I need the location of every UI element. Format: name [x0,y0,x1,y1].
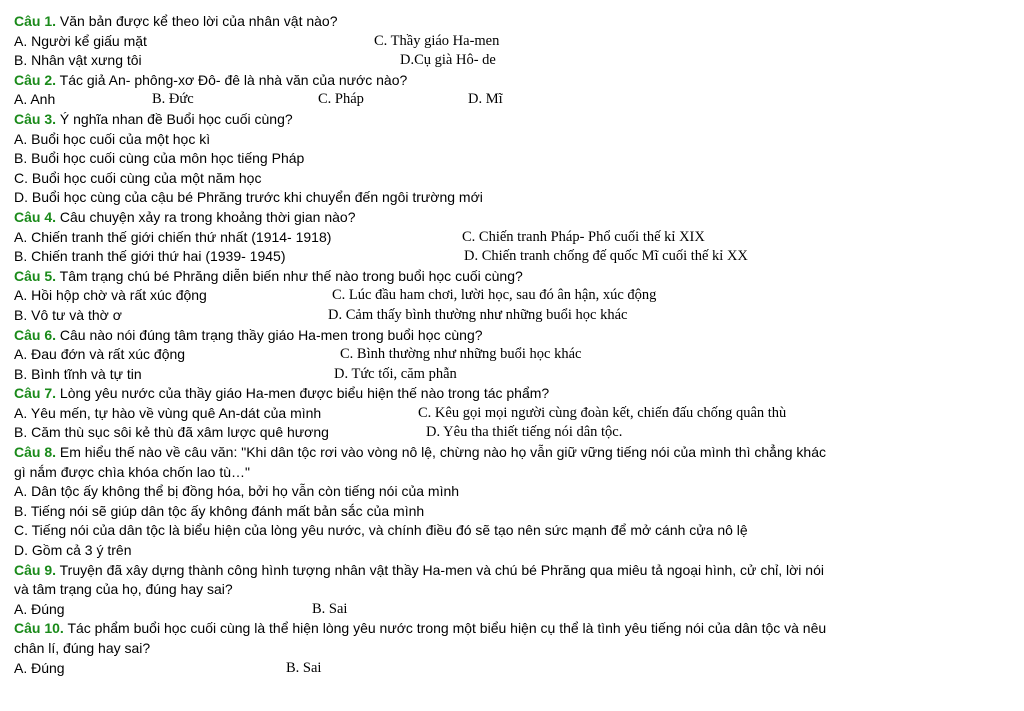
question-10-label: Câu 10. [14,620,64,637]
question-2-options-row-1 [14,90,1020,110]
question-10-text-line-2: chân lí, đúng hay sai? [14,640,151,656]
answer-option: B. Buổi học cuối cùng của môn học tiếng Pháp [14,150,305,167]
question-3-label: Câu 3. [14,110,57,127]
question-9 [14,561,1020,581]
question-6 [14,326,1020,346]
answer-option: C. Bình thường như những buổi học khác [340,346,582,363]
question-5-options-row-2 [14,306,1020,326]
question-8-text: Em hiểu thế nào về câu văn: "Khi dân tộc rơi vào vòng nô lệ, chừng nào họ vẫn giữ vững tiếng nói của mình thì chẳng khác [56,444,826,461]
answer-option: A. Đúng [14,659,65,676]
question-3 [14,110,1020,130]
answer-option: B. Nhân vật xưng tôi [14,52,142,69]
answer-option: A. Người kể giấu mặt [14,32,147,49]
question-9-text-line-2: và tâm trạng của họ, đúng hay sai? [14,581,233,598]
question-4-options-row-2 [14,247,1020,267]
answer-option: A. Yêu mến, tự hào về vùng quê An-dát của mình [14,404,322,421]
question-6-options-row-2 [14,365,1020,385]
question-2 [14,71,1020,91]
answer-option: D.Cụ già Hô- de [400,52,496,69]
question-8-text-continued [14,463,1020,483]
quiz-document [14,12,1020,678]
question-1-text: Văn bản được kể theo lời của nhân vật nào? [56,13,338,29]
question-1-options-row-2 [14,51,1020,71]
question-8-option-c [14,521,1020,541]
question-4-options-row-1 [14,228,1020,248]
question-8 [14,443,1020,463]
question-9-options-row-1 [14,600,1020,620]
question-7-text: Lòng yêu nước của thầy giáo Ha-men được biểu hiện thế nào trong tác phẩm? [56,385,550,402]
answer-option: D. Cảm thấy bình thường như những buổi học khác [328,306,628,323]
answer-option: B. Bình tĩnh và tự tin [14,365,142,382]
question-5-text: Tâm trạng chú bé Phrăng diễn biến như thế nào trong buổi học cuối cùng? [56,267,523,284]
question-3-option-b [14,149,1020,169]
answer-option: B. Sai [312,600,348,617]
answer-option: A. Buổi học cuối của một học kì [14,130,211,147]
question-4 [14,208,1020,228]
answer-option: A. Dân tộc ấy không thể bị đồng hóa, bởi họ vẫn còn tiếng nói của mình [14,483,460,500]
question-5-label: Câu 5. [14,267,57,284]
answer-option: C. Thầy giáo Ha-men [374,32,500,49]
answer-option: C. Lúc đầu ham chơi, lười học, sau đó ân hận, xúc động [332,287,657,304]
answer-option: D. Tức tối, căm phẫn [334,365,457,382]
question-10-text: Tác phẩm buổi học cuối cùng là thể hiện lòng yêu nước trong một biểu hiện cụ thể là tình yêu tiếng nói của dân tộc và nêu [63,620,827,637]
answer-option: D. Mĩ [468,91,503,108]
question-1-label: Câu 1. [14,13,57,29]
answer-option: A. Chiến tranh thế giới chiến thứ nhất (1914- 1918) [14,228,332,245]
answer-option: A. Hồi hộp chờ và rất xúc động [14,287,207,304]
answer-option: A. Anh [14,91,56,108]
answer-option: A. Đau đớn và rất xúc động [14,346,186,363]
question-10-text-continued [14,639,1020,659]
question-1-options-row-1 [14,32,1020,52]
answer-option: B. Sai [286,659,322,676]
answer-option: C. Pháp [318,91,364,108]
answer-option: D. Chiến tranh chống đế quốc Mĩ cuối thế kỉ XX [464,248,748,265]
answer-option: C. Tiếng nói của dân tộc là biểu hiện của lòng yêu nước, và chính điều đó sẽ tạo nên sức mạnh để mở cánh cửa nô lệ [14,522,748,539]
answer-option: B. Đức [152,91,194,108]
answer-option: B. Chiến tranh thế giới thứ hai (1939- 1945) [14,248,286,265]
question-8-label: Câu 8. [14,444,57,461]
question-8-option-d [14,541,1020,561]
question-8-text-line-2: gì nắm được chìa khóa chốn lao tù…" [14,463,250,480]
question-6-text: Câu nào nói đúng tâm trạng thầy giáo Ha-men trong buổi học cùng? [56,326,483,343]
question-7-label: Câu 7. [14,385,57,402]
answer-option: A. Đúng [14,600,65,617]
question-6-label: Câu 6. [14,326,57,343]
answer-option: D. Buổi học cùng của cậu bé Phrăng trước khi chuyển đến ngôi trường mới [14,189,483,206]
question-9-label: Câu 9. [14,561,57,578]
question-5-options-row-1 [14,286,1020,306]
question-9-text: Truyện đã xây dựng thành công hình tượng nhân vật thầy Ha-men và chú bé Phrăng qua miêu tả ngoại hình, cử chỉ, lời nói [56,561,824,578]
question-8-option-a [14,482,1020,502]
question-3-option-a [14,130,1020,150]
question-9-text-continued [14,580,1020,600]
answer-option: D. Gồm cả 3 ý trên [14,542,132,559]
question-7-options-row-2 [14,423,1020,443]
question-10-options-row-1 [14,659,1020,679]
question-3-option-d [14,188,1020,208]
question-7 [14,384,1020,404]
answer-option: C. Kêu gọi mọi người cùng đoàn kết, chiến đấu chống quân thù [418,404,787,421]
question-5 [14,267,1020,287]
answer-option: B. Tiếng nói sẽ giúp dân tộc ấy không đánh mất bản sắc của mình [14,502,425,519]
question-3-option-c [14,169,1020,189]
question-7-options-row-1 [14,404,1020,424]
question-3-text: Ý nghĩa nhan đề Buổi học cuối cùng? [56,110,293,127]
answer-option: B. Căm thù sục sôi kẻ thù đã xâm lược quê hương [14,424,329,441]
question-8-option-b [14,502,1020,522]
question-10 [14,619,1020,639]
question-4-text: Câu chuyện xảy ra trong khoảng thời gian nào? [56,208,356,225]
question-2-text: Tác giả An- phông-xơ Đô- đê là nhà văn của nước nào? [56,71,408,88]
answer-option: D. Yêu tha thiết tiếng nói dân tộc. [426,424,623,441]
answer-option: C. Chiến tranh Pháp- Phổ cuối thế kỉ XIX [462,228,705,245]
answer-option: C. Buổi học cuối cùng của một năm học [14,169,262,186]
question-1 [14,12,1020,32]
question-6-options-row-1 [14,345,1020,365]
answer-option: B. Vô tư và thờ ơ [14,306,122,323]
question-4-label: Câu 4. [14,208,57,225]
question-2-label: Câu 2. [14,71,57,88]
